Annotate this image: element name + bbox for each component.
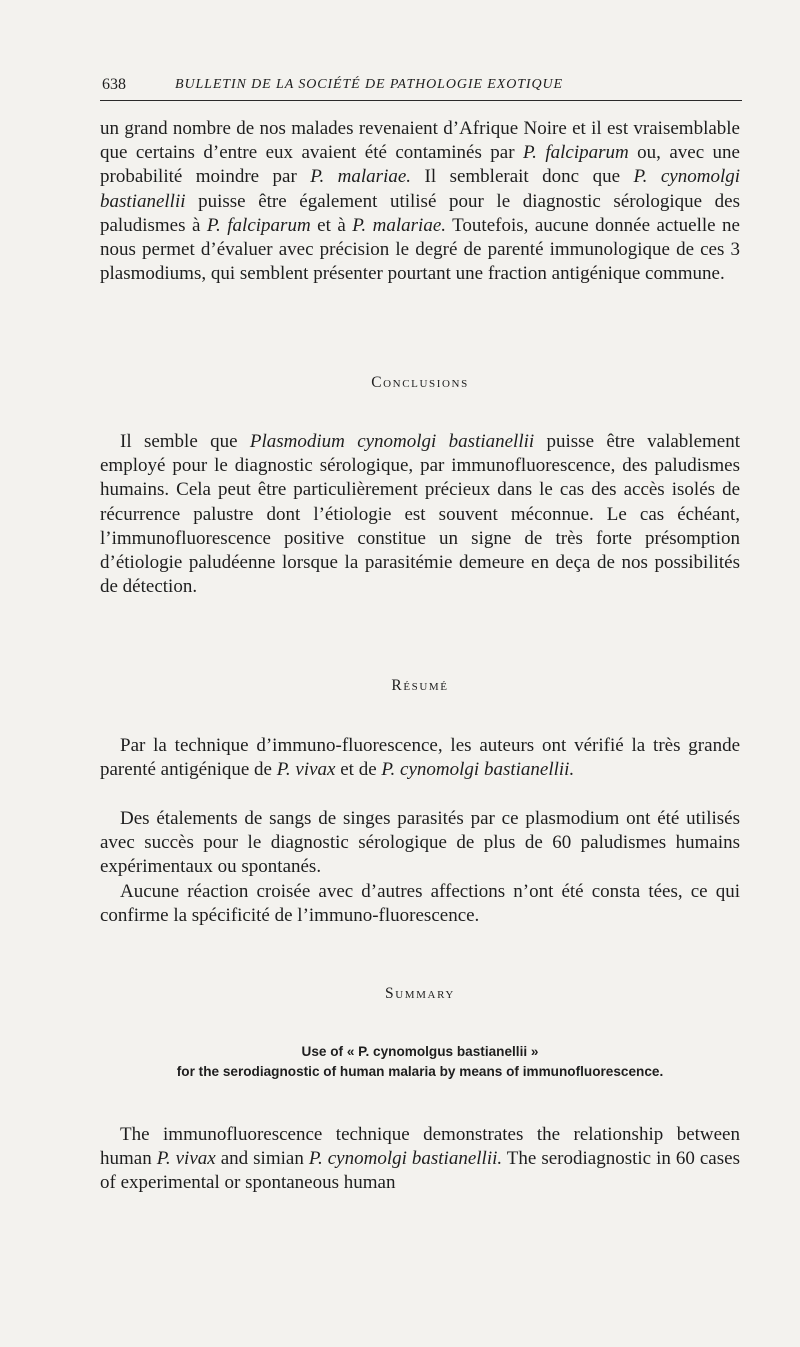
conclusions-paragraph: Il semble que Plasmodium cynomolgi bastianellii puisse être valablement employé pour le diagnostic sérologique, par immunofluorescence, des paludismes humains. Cela peut être particulièrement précieux dans le cas des accès isolés de récurrence palustre dont l’étiologie est souvent méconnue. Le cas échéant, l’immunofluorescence positive constitue un signe de très forte présomption d’étiologie paludéenne lorsque la parasitémie demeure en deça de nos possibilités de détection. bbox=[100, 431, 740, 598]
summary-subtitle-line-1: Use of « P. cynomolgus bastianellii » bbox=[301, 1044, 539, 1059]
journal-title: BULLETIN DE LA SOCIÉTÉ DE PATHOLOGIE EXOTIQUE bbox=[175, 77, 563, 92]
resume-heading: Résumé bbox=[391, 677, 449, 694]
discussion-paragraph: un grand nombre de nos malades revenaient d’Afrique Noire et il est vraisemblable que certains d’entre eux avaient été contaminés par P. falciparum ou, avec une probabilité moindre par P. malariae. Il semblerait donc que P. cynomolgi bastianellii puisse être également utilisé pour le diagnostic sérologique des paludismes à P. falciparum et à P. malariae. Toutefois, aucune donnée actuelle ne nous permet d’évaluer avec précision le degré de parenté immunologique de ces 3 plasmodiums, qui semblent présenter pourtant une fraction antigénique commune. bbox=[100, 118, 741, 285]
resume-paragraph-3: Aucune réaction croisée avec d’autres affections n’ont été consta tées, ce qui confirme la spécificité de l’immuno-fluorescence. bbox=[100, 881, 740, 927]
resume-paragraph-2: Des étalements de sangs de singes parasités par ce plasmodium ont été utilisés avec succès pour le diagnostic sérologique de plus de 60 paludismes humains expérimentaux ou spontanés. bbox=[100, 808, 740, 878]
summary-paragraph: The immunofluorescence technique demonstrates the relationship between human P. vivax and simian P. cynomolgi bastianellii. The serodiagnostic in 60 cases of experimental or spontaneous human bbox=[100, 1124, 740, 1194]
page-number: 638 bbox=[102, 76, 126, 93]
running-header bbox=[100, 74, 742, 101]
summary-subtitle-line-2: for the serodiagnostic of human malaria by means of immunofluorescence. bbox=[176, 1064, 664, 1079]
conclusions-heading: Conclusions bbox=[371, 374, 469, 391]
resume-paragraph-1: Par la technique d’immuno-fluorescence, les auteurs ont vérifié la très grande parenté antigénique de P. vivax et de P. cynomolgi bastianellii. bbox=[100, 735, 740, 781]
summary-heading: Summary bbox=[385, 985, 455, 1002]
